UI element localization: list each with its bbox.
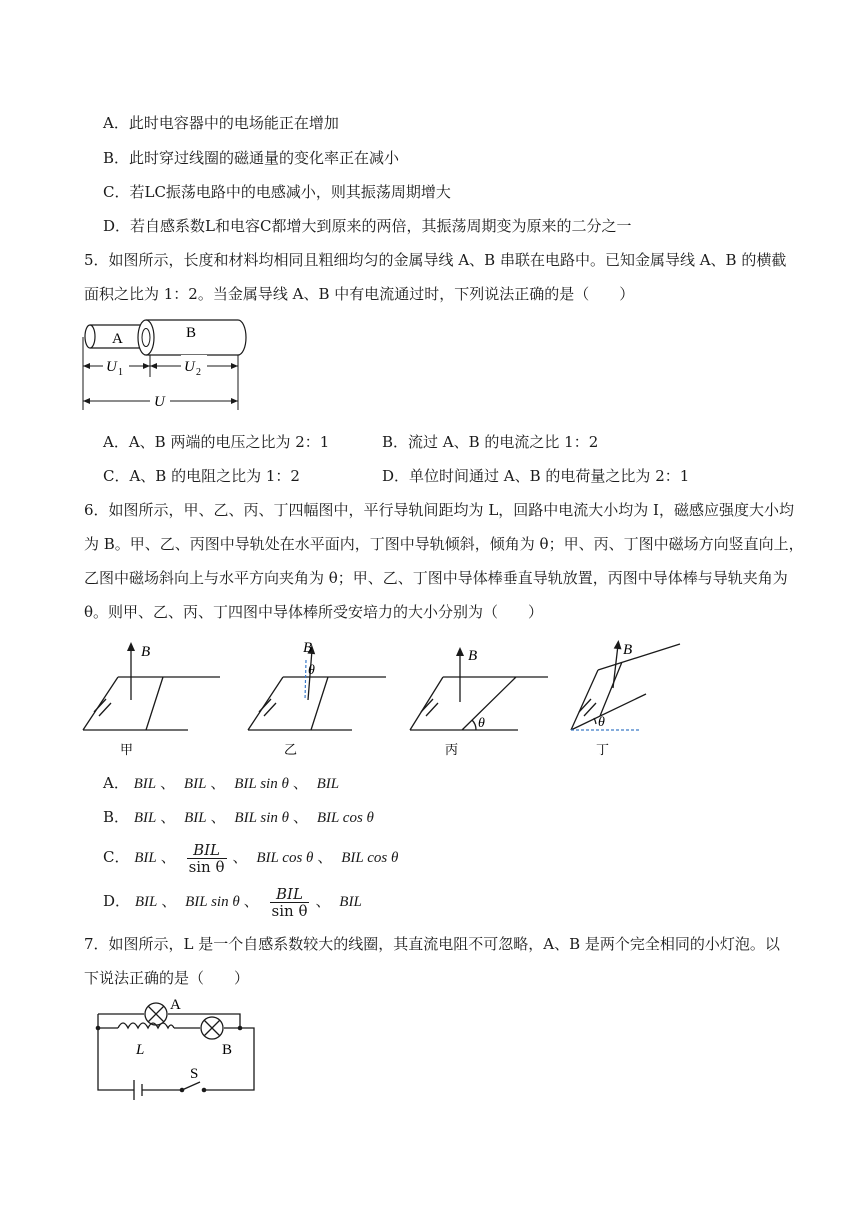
- q5-option-a: A．A、B 两端的电压之比为 2：1: [103, 433, 330, 451]
- q4-option-c: C．若LC振荡电路中的电感减小，则其振荡周期增大: [103, 183, 451, 201]
- q6-jia-label-b: B: [141, 644, 151, 660]
- q7-stem-line2: 下说法正确的是（ ）: [84, 969, 250, 987]
- q7-circuit-figure: [78, 992, 268, 1100]
- q5-stem-line2: 面积之比为 1：2。当金属导线 A、B 中有电流通过时，下列说法正确的是（ ）: [84, 285, 635, 303]
- q5-label-u: U: [154, 394, 165, 410]
- q7-label-s: S: [190, 1066, 199, 1082]
- q6-yi-label-theta: θ: [308, 663, 315, 678]
- q6-bing-label-b: B: [468, 648, 478, 664]
- q7-label-l: L: [136, 1042, 145, 1058]
- q5-option-d: D．单位时间通过 A、B 的电荷量之比为 2：1: [382, 467, 690, 485]
- q6-ding-label-theta: θ: [598, 715, 605, 730]
- q6-caption-jia: 甲: [120, 742, 134, 757]
- q6-stem-line1: 6．如图所示，甲、乙、丙、丁四幅图中，平行导轨间距均为 L，回路中电流大小均为 I，磁感应强度大小均: [84, 501, 794, 519]
- q6-bing-label-theta: θ: [478, 716, 485, 731]
- q4-option-b: B．此时穿过线圈的磁通量的变化率正在减小: [103, 149, 400, 167]
- q6-option-d-fraction: $\frac{\text{BIL}}{\text{sin θ}}$: [271, 884, 308, 920]
- q6-option-c-fraction: $\frac{\text{BIL}}{\text{sin θ}}$: [188, 840, 225, 876]
- q5-wire-figure: [78, 315, 253, 415]
- q5-label-u2: U: [184, 359, 195, 375]
- q5-label-a: A: [112, 331, 123, 347]
- q6-stem-line4: θ。则甲、乙、丙、丁四图中导体棒所受安培力的大小分别为（ ）: [84, 603, 544, 621]
- q5-stem-line1: 5．如图所示，长度和材料均相同且粗细均匀的金属导线 A、B 串联在电路中。已知金属导线 A、B 的横截: [84, 251, 787, 269]
- q7-label-a: A: [170, 997, 181, 1013]
- q5-label-b: B: [186, 325, 197, 341]
- q6-option-a: A． BIL 、 BIL 、 BIL sin θ 、 BIL: [103, 774, 340, 792]
- q5-label-u1-sub: 1: [118, 367, 123, 378]
- q6-caption-ding: 丁: [596, 742, 610, 757]
- q6-stem-line3: 乙图中磁场斜向上与水平方向夹角为 θ；甲、乙、丁图中导体棒垂直导轨放置，丙图中导体棒与导轨夹角为: [84, 569, 788, 587]
- q5-option-c: C．A、B 的电阻之比为 1：2: [103, 467, 300, 485]
- q7-stem-line1: 7．如图所示，L 是一个自感系数较大的线圈，其直流电阻不可忽略，A、B 是两个完全相同的小灯泡。以: [84, 935, 780, 953]
- q4-option-a: A．此时电容器中的电场能正在增加: [103, 114, 339, 132]
- q6-caption-yi: 乙: [284, 742, 298, 757]
- q6-yi-label-b: B: [303, 640, 313, 656]
- q6-option-d: D． BIL 、 BIL sin θ 、 $\frac{\text{BIL}}{\text{sin θ}}$ 、 BIL: [103, 884, 362, 920]
- q5-label-u1: U: [106, 359, 117, 375]
- q5-option-b: B．流过 A、B 的电流之比 1：2: [382, 433, 599, 451]
- q6-caption-bing: 丙: [445, 742, 459, 757]
- q6-option-b: B． BIL 、 BIL 、 BIL sin θ 、 BIL cos θ: [103, 808, 374, 826]
- q6-stem-line2: 为 B。甲、乙、丙图中导轨处在水平面内，丁图中导轨倾斜，倾角为 θ；甲、丙、丁图中磁场方向竖直向上，: [84, 535, 804, 553]
- q4-option-d: D．若自感系数L和电容C都增大到原来的两倍，其振荡周期变为原来的二分之一: [103, 217, 632, 235]
- q5-label-u2-sub: 2: [196, 367, 201, 378]
- q6-ding-label-b: B: [623, 642, 633, 658]
- q6-rails-figures: [78, 632, 698, 762]
- q6-option-c: C． BIL 、 $\frac{\text{BIL}}{\text{sin θ}}$ 、 BIL cos θ 、 BIL cos θ: [103, 840, 399, 876]
- q7-label-b: B: [222, 1042, 233, 1058]
